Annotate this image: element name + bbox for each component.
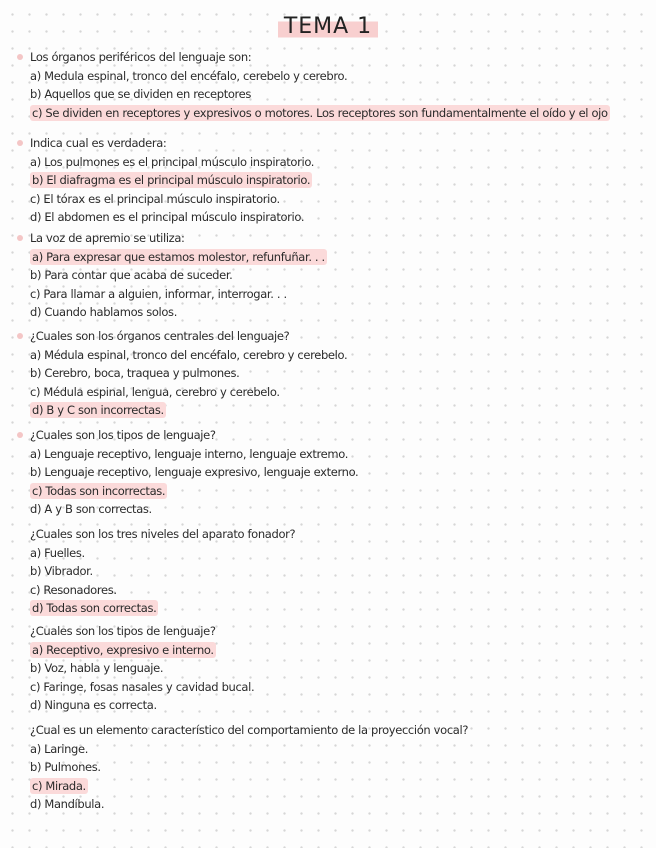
bullet-icon xyxy=(17,235,23,241)
option-b: b) El diafragma es el principal músculo inspiratorio. xyxy=(32,173,311,187)
option-a: a) Lenguaje receptivo, lenguaje interno, lenguaje extremo. xyxy=(30,446,349,461)
option-d: d) El abdomen es el principal músculo inspiratorio. xyxy=(30,210,305,224)
question-5 xyxy=(23,426,648,519)
option-a: a) Medula espinal, tronco del encéfalo, cerebelo y cerebro. xyxy=(30,68,348,83)
question-text: Indica cual es verdadera: xyxy=(23,134,648,153)
option-d: d) B y C son incorrectas. xyxy=(32,403,164,417)
question-4 xyxy=(23,327,648,420)
question-6 xyxy=(23,525,648,618)
option-b: b) Voz, habla y lenguaje. xyxy=(30,661,164,675)
option-c: c) Todas son incorrectas. xyxy=(32,483,166,498)
option-d: d) Ninguna es correcta. xyxy=(30,698,157,712)
option-a: a) Los pulmones es el principal músculo inspiratorio. xyxy=(30,154,315,169)
option-a: a) Para expresar que estamos molestor, refunfuñar. . . xyxy=(32,249,325,264)
option-d: d) Cuando hablamos solos. xyxy=(30,305,178,319)
option-b: b) Pulmones. xyxy=(30,760,101,774)
option-b: b) Cerebro, boca, traquea y pulmones. xyxy=(30,366,240,380)
question-1 xyxy=(23,48,648,122)
option-a: a) Receptivo, expresivo e interno. xyxy=(32,642,214,657)
question-text: ¿Cuales son los tipos de lenguaje? xyxy=(23,426,648,445)
question-text: ¿Cuales son los órganos centrales del lenguaje? xyxy=(23,327,648,346)
option-b: b) Aquellos que se dividen en receptores xyxy=(30,87,252,101)
option-a: a) Médula espinal, tronco del encéfalo, cerebro y cerebelo. xyxy=(30,347,348,362)
option-c: c) Mirada. xyxy=(32,778,86,793)
option-c: c) Médula espinal, lengua, cerebro y cerebelo. xyxy=(30,384,280,399)
option-d: d) Todas son correctas. xyxy=(32,601,157,615)
option-c: c) Faringe, fosas nasales y cavidad bucal. xyxy=(30,679,255,694)
question-text: ¿Cual es un elemento característico del comportamiento de la proyección vocal? xyxy=(30,723,469,737)
bullet-icon xyxy=(17,140,23,146)
option-a: a) Laringe. xyxy=(30,741,89,756)
bullet-icon xyxy=(17,432,23,438)
question-2 xyxy=(23,134,648,227)
bullet-icon xyxy=(17,333,23,339)
bullet-icon xyxy=(17,54,23,60)
option-c: c) El tórax es el principal músculo inspiratorio. xyxy=(30,191,280,206)
option-b: b) Vibrador. xyxy=(30,564,93,578)
question-text: La voz de apremio se utiliza: xyxy=(23,229,648,248)
option-b: b) Para contar que acaba de suceder. xyxy=(30,268,233,282)
option-a: a) Fuelles. xyxy=(30,545,85,560)
option-c: c) Resonadores. xyxy=(30,582,117,597)
option-c: c) Se dividen en receptores y expresivos o motores. Los receptores son fundamentalmente el oído y el ojo xyxy=(32,105,608,120)
option-b: b) Lenguaje receptivo, lenguaje expresivo, lenguaje externo. xyxy=(30,465,359,479)
question-text: Los órganos periféricos del lenguaje son: xyxy=(23,48,648,67)
question-7 xyxy=(23,622,648,715)
option-c: c) Para llamar a alguien, informar, interrogar. . . xyxy=(30,286,287,301)
option-d: d) A y B son correctas. xyxy=(30,502,152,516)
page-title: TEMA 1 xyxy=(0,14,656,39)
question-text: ¿Cuales son los tipos de lenguaje? xyxy=(30,624,216,638)
question-3 xyxy=(23,229,648,322)
option-d: d) Mandíbula. xyxy=(30,797,105,811)
question-8 xyxy=(23,721,648,814)
question-text: ¿Cuales son los tres niveles del aparato fonador? xyxy=(30,527,296,541)
